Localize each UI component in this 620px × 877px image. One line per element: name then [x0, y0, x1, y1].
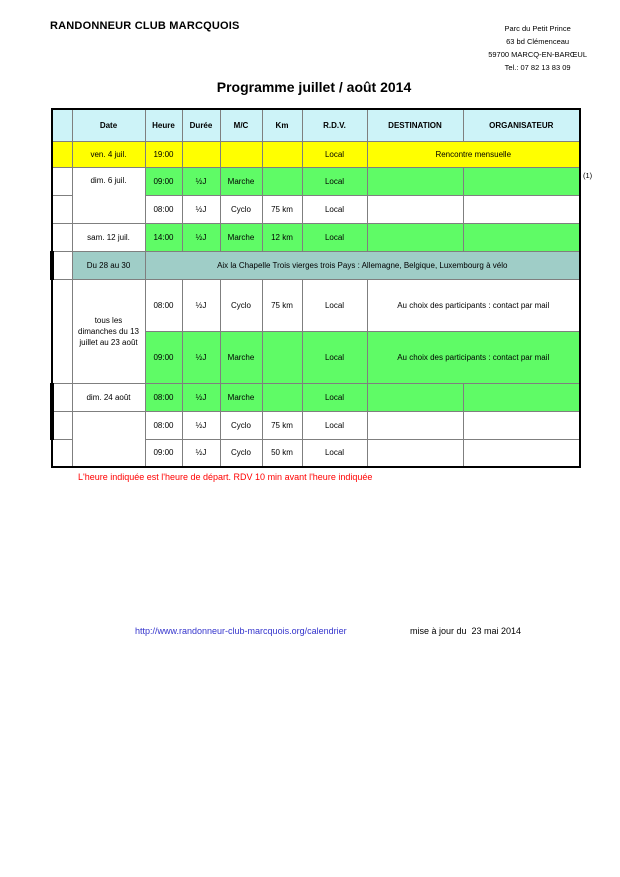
cell-km: [262, 383, 302, 411]
cell-rdv: Local: [302, 195, 367, 223]
cell-heure: 08:00: [145, 411, 182, 439]
cell-organisateur: [463, 383, 580, 411]
program-table-wrapper: [50, 108, 581, 468]
cell-marker: [52, 279, 72, 383]
cell-organisateur: [463, 195, 580, 223]
cell-heure: 09:00: [145, 331, 182, 383]
cell-destination: [367, 167, 463, 195]
cell-km: 75 km: [262, 411, 302, 439]
cell-date: dim. 6 juil.: [72, 167, 145, 223]
cell-date: [72, 411, 145, 467]
cell-duree: ½J: [182, 195, 220, 223]
cell-duree: ½J: [182, 223, 220, 251]
cell-mc: Cyclo: [220, 279, 262, 331]
cell-marker: [52, 383, 72, 411]
cell-mc: Marche: [220, 223, 262, 251]
column-header-duree: Durée: [182, 109, 220, 141]
address-line: 63 bd Clémenceau: [506, 37, 570, 46]
cell-duree: ½J: [182, 167, 220, 195]
column-header-organisateur: ORGANISATEUR: [463, 109, 580, 141]
table-row: [52, 167, 580, 195]
cell-mc: Cyclo: [220, 411, 262, 439]
calendar-link[interactable]: http://www.randonneur-club-marcquois.org/calendrier: [135, 626, 347, 636]
cell-organisateur: [463, 411, 580, 439]
cell-date: ven. 4 juil.: [72, 141, 145, 167]
cell-organisateur: [463, 439, 580, 467]
cell-marker: [52, 195, 72, 223]
cell-duree: ½J: [182, 439, 220, 467]
cell-marker: [52, 167, 72, 195]
cell-heure: 19:00: [145, 141, 182, 167]
cell-rdv: Local: [302, 141, 367, 167]
cell-heure: 08:00: [145, 195, 182, 223]
cell-rdv: Local: [302, 411, 367, 439]
cell-marker: [52, 223, 72, 251]
cell-date: tous les dimanches du 13 juillet au 23 août: [72, 279, 145, 383]
cell-km: 75 km: [262, 279, 302, 331]
cell-marker: [52, 439, 72, 467]
cell-date: dim. 24 août: [72, 383, 145, 411]
cell-km: 75 km: [262, 195, 302, 223]
cell-rdv: Local: [302, 167, 367, 195]
cell-km: 50 km: [262, 439, 302, 467]
table-row: [52, 223, 580, 251]
cell-duree: ½J: [182, 411, 220, 439]
column-header-empty: [52, 109, 72, 141]
cell-heure: 08:00: [145, 279, 182, 331]
page-title: Programme juillet / août 2014: [216, 79, 412, 95]
cell-destination: [367, 223, 463, 251]
cell-organisateur: [463, 223, 580, 251]
table-row: [52, 383, 580, 411]
column-header-destination: DESTINATION: [367, 109, 463, 141]
cell-km: [262, 141, 302, 167]
table-row: [52, 279, 580, 331]
table-row-monthly-meeting: [52, 141, 580, 167]
cell-marker: [52, 411, 72, 439]
table-row: [52, 411, 580, 439]
cell-destination: [367, 195, 463, 223]
departure-time-note: L'heure indiquée est l'heure de départ. RDV 10 min avant l'heure indiquée: [78, 472, 373, 482]
cell-rdv: Local: [302, 223, 367, 251]
cell-mc: Marche: [220, 167, 262, 195]
column-header-mc: M/C: [220, 109, 262, 141]
address-block: [488, 22, 587, 74]
cell-rdv: Local: [302, 439, 367, 467]
cell-km: [262, 167, 302, 195]
cell-destination: [367, 439, 463, 467]
column-header-km: Km: [262, 109, 302, 141]
cell-date: Du 28 au 30: [72, 251, 145, 279]
cell-rdv: Local: [302, 279, 367, 331]
cell-heure: 09:00: [145, 439, 182, 467]
cell-km: [262, 331, 302, 383]
program-table: [50, 108, 581, 468]
column-header-heure: Heure: [145, 109, 182, 141]
cell-mc: Marche: [220, 383, 262, 411]
cell-rdv: Local: [302, 331, 367, 383]
club-name: RANDONNEUR CLUB MARCQUOIS: [50, 20, 240, 32]
cell-destination-organisateur: Au choix des participants : contact par mail: [367, 331, 580, 383]
cell-marker: [52, 141, 72, 167]
footnote-marker: (1): [583, 171, 593, 180]
cell-duree: ½J: [182, 383, 220, 411]
cell-destination: [367, 411, 463, 439]
column-header-date: Date: [72, 109, 145, 141]
cell-mc: Marche: [220, 331, 262, 383]
updated-date: mise à jour du 23 mai 2014: [410, 626, 522, 636]
column-header-rdv: R.D.V.: [302, 109, 367, 141]
cell-heure: 09:00: [145, 167, 182, 195]
cell-heure: 14:00: [145, 223, 182, 251]
cell-marker: [52, 251, 72, 279]
cell-date: sam. 12 juil.: [72, 223, 145, 251]
cell-destination: [367, 383, 463, 411]
cell-mc: Cyclo: [220, 439, 262, 467]
table-row-trip: [52, 251, 580, 279]
address-line: Tel.: 07 82 13 83 09: [504, 63, 571, 72]
address-line: 59700 MARCQ-EN-BARŒUL: [488, 50, 587, 59]
cell-rdv: Local: [302, 383, 367, 411]
cell-event-description: Aix la Chapelle Trois vierges trois Pays : Allemagne, Belgique, Luxembourg à vélo: [145, 251, 580, 279]
cell-duree: [182, 141, 220, 167]
cell-km: 12 km: [262, 223, 302, 251]
cell-organisateur: [463, 167, 580, 195]
cell-destination-organisateur: Au choix des participants : contact par mail: [367, 279, 580, 331]
cell-mc: Cyclo: [220, 195, 262, 223]
cell-mc: [220, 141, 262, 167]
cell-destination-organisateur: Rencontre mensuelle: [367, 141, 580, 167]
cell-duree: ½J: [182, 331, 220, 383]
cell-heure: 08:00: [145, 383, 182, 411]
cell-duree: ½J: [182, 279, 220, 331]
header-row: [52, 109, 580, 141]
address-line: Parc du Petit Prince: [504, 24, 571, 33]
